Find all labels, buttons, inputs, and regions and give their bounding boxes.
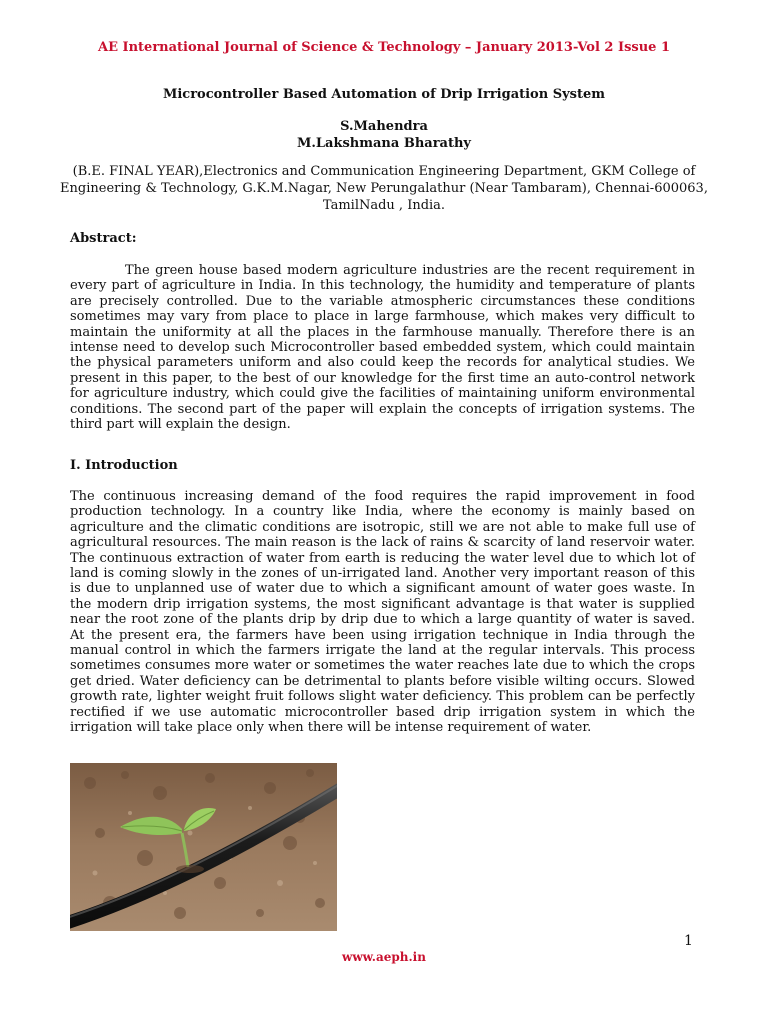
introduction-text: The continuous increasing demand of the food requires the rapid improvement in food production technology. In a country like India, where the economy is mainly based on agriculture and the climatic conditions are isotropic, still we are not able to make full use of agricultural resources. The main reason is the lack of rains & scarcity of land reservoir water. The continuous extraction of water from earth is reducing the water level due to which lot of land is coming slowly in the zones of un-irrigated land. Another very important reason of this is due to unplanned use of water due to which a significant amount of water goes waste. In the modern drip irrigation systems, the most significant advantage is that water is supplied near the root zone of the plants drip by drip due to which a large quantity of water is saved. At the present era, the farmers have been using irrigation technique in India through the manual control in which the farmers irrigate the land at the regular intervals. This process sometimes consumes more water or sometimes the water reaches late due to which the crops get dried. Water deficiency can be detrimental to plants before visible wilting occurs. Slowed growth rate, lighter weight fruit follows slight water deficiency. This problem can be perfectly rectified if we use automatic microcontroller based drip irrigation system in which the irrigation will take place only when there will be intense requirement of water. <box>70 489 695 736</box>
abstract-heading: Abstract: <box>70 231 137 246</box>
footer-url[interactable]: www.aeph.in <box>342 950 426 964</box>
abstract-text: The green house based modern agriculture industries are the recent requirement in every part of agriculture in India. In this technology, the humidity and temperature of plants are precisely controlled. Due to the variable atmospheric circumstances these conditions sometimes may vary from place to place in large farmhouse, which makes very difficult to maintain the uniformity at all the places in the farmhouse manually. Therefore there is an intense need to develop such Microcontroller based embedded system, which could maintain the physical parameters uniform and also could keep the records for analytical studies. We present in this paper, to the best of our knowledge for the first time an auto-control network for agriculture industry, which could give the facilities of maintaining uniform environmental conditions. The second part of the paper will explain the concepts of irrigation systems. The third part will explain the design. <box>70 263 695 433</box>
journal-header: AE International Journal of Science & Technology – January 2013-Vol 2 Issue 1 <box>97 40 671 55</box>
page-number: 1 <box>684 933 693 949</box>
drip-irrigation-photo <box>70 763 337 931</box>
author-name: S.Mahendra <box>340 119 428 134</box>
introduction-heading: I. Introduction <box>70 458 178 473</box>
affiliation: (B.E. FINAL YEAR),Electronics and Communication Engineering Department, GKM College of Engineering & Technology, G.K.M.Nagar, New Perungalathur (Near Tambaram), Chennai-600063, TamilNadu , India. <box>60 164 708 213</box>
paper-title: Microcontroller Based Automation of Drip Irrigation System <box>162 87 606 102</box>
author-list <box>0 118 768 152</box>
author-name: M.Lakshmana Bharathy <box>297 136 471 151</box>
